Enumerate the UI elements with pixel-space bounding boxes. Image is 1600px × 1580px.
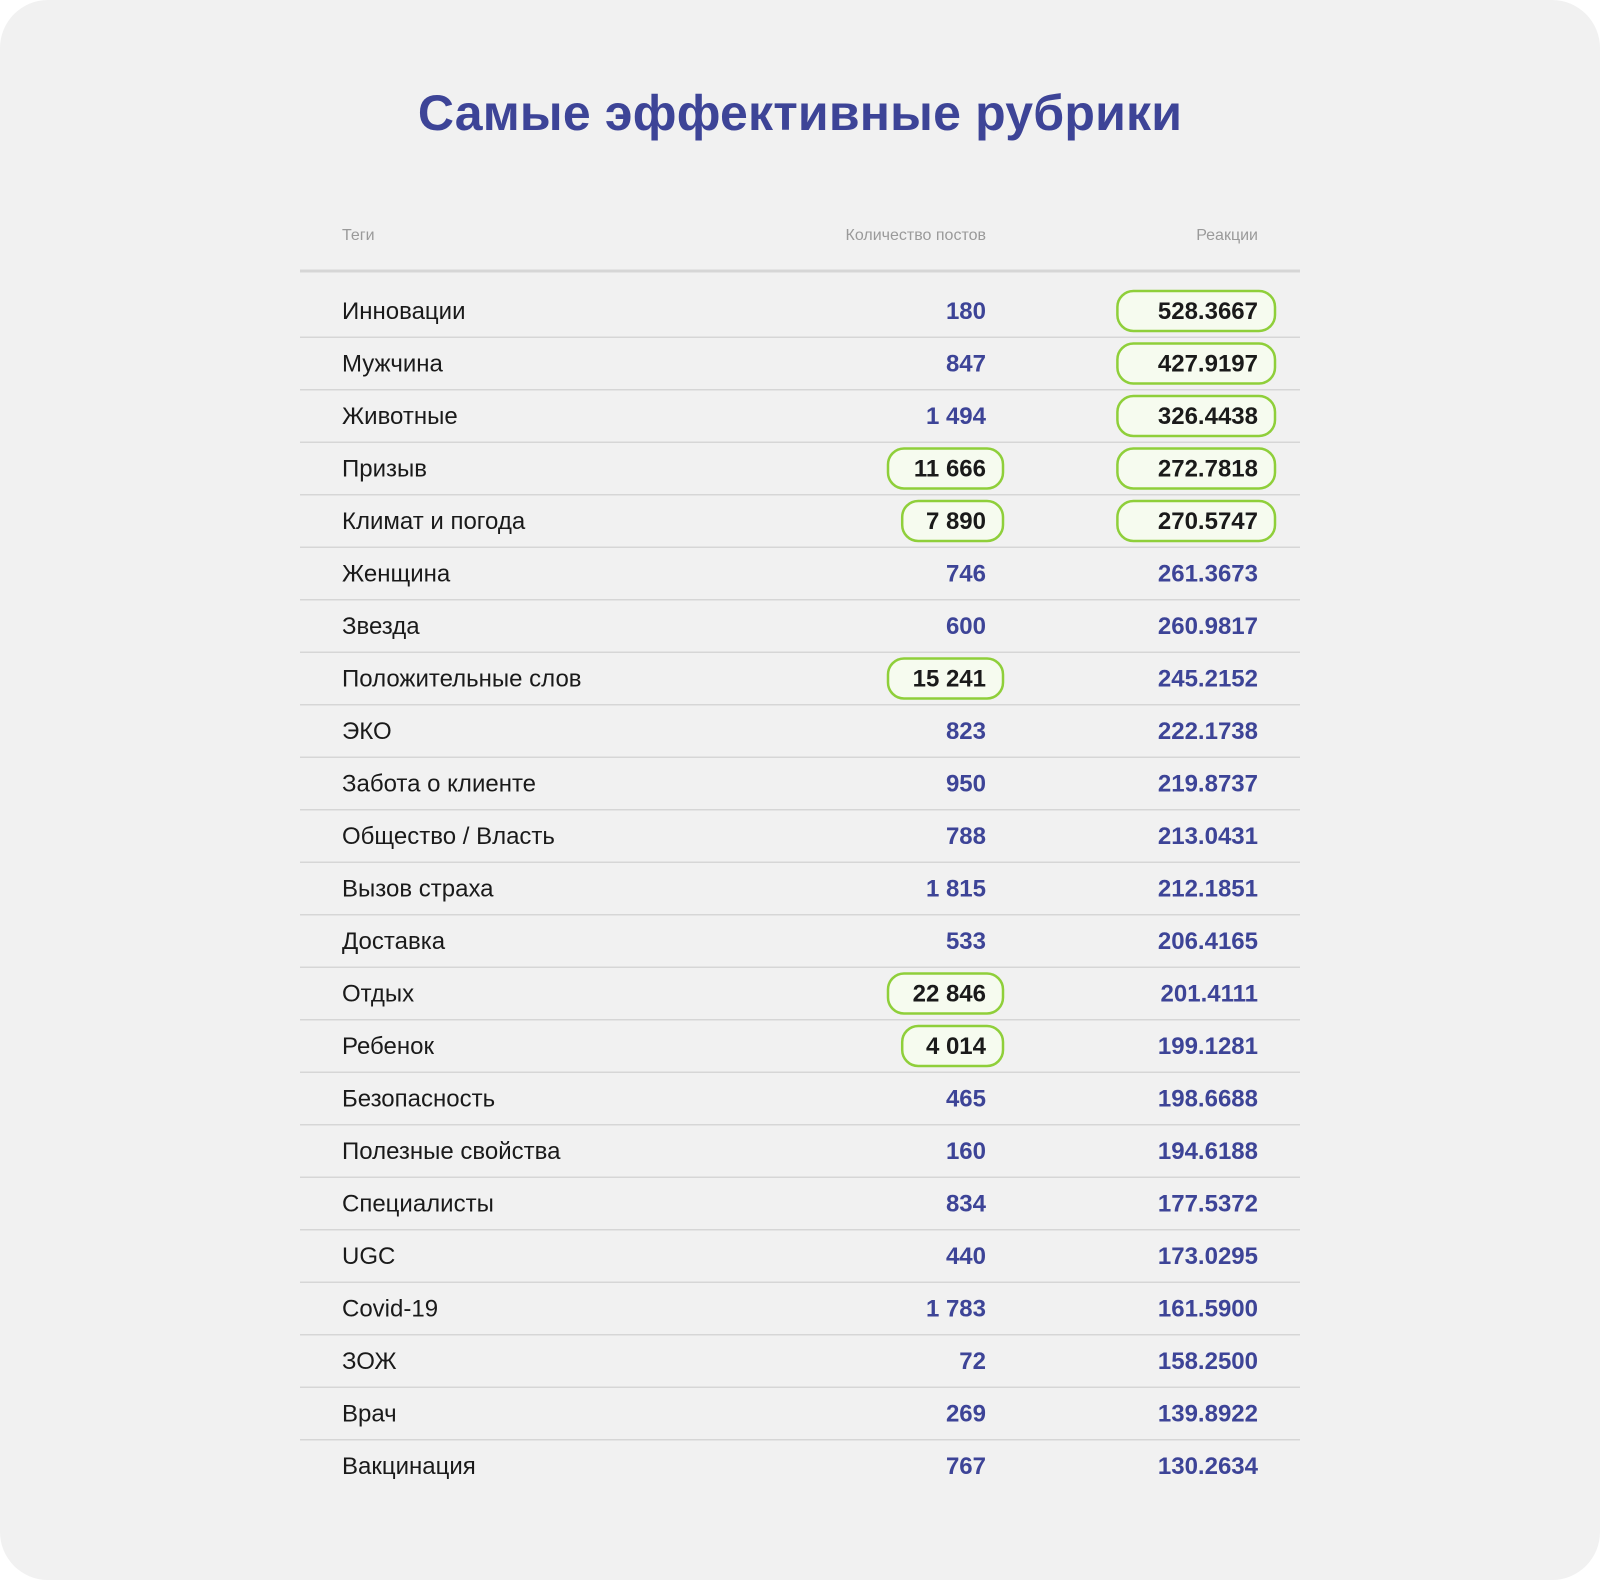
tag-label: Вызов страха xyxy=(342,875,494,903)
reactions-value: 198.6688 xyxy=(1157,1085,1258,1113)
reactions-value: 261.3673 xyxy=(1157,560,1258,588)
reactions-value: 270.5747 xyxy=(1157,508,1258,535)
posts-value: 440 xyxy=(945,1243,986,1270)
posts-value: 7 890 xyxy=(925,508,986,535)
reactions-value: 161.5900 xyxy=(1157,1295,1258,1323)
tag-label: Отдых xyxy=(342,980,415,1008)
reactions-value: 130.2634 xyxy=(1157,1453,1258,1480)
tag-label: Covid-19 xyxy=(342,1295,439,1323)
header-reactions: Реакции xyxy=(1196,227,1258,244)
tag-label: Забота о клиенте xyxy=(342,770,537,798)
posts-value: 600 xyxy=(945,613,986,640)
posts-value: 465 xyxy=(945,1085,986,1113)
reactions-value: 158.2500 xyxy=(1157,1348,1258,1375)
posts-value: 834 xyxy=(945,1190,986,1218)
reactions-value: 173.0295 xyxy=(1157,1243,1258,1270)
tag-label: Женщина xyxy=(342,560,451,588)
posts-value: 72 xyxy=(959,1348,986,1375)
tag-label: Полезные свойства xyxy=(342,1138,561,1165)
tag-label: Вакцинация xyxy=(342,1453,476,1480)
reactions-value: 194.6188 xyxy=(1157,1138,1258,1165)
tag-label: Мужчина xyxy=(342,350,443,378)
posts-value: 1 783 xyxy=(925,1295,986,1323)
posts-value: 767 xyxy=(945,1453,986,1480)
reactions-value: 199.1281 xyxy=(1157,1033,1258,1060)
reactions-value: 272.7818 xyxy=(1157,455,1258,483)
tag-label: Безопасность xyxy=(342,1085,496,1113)
posts-value: 160 xyxy=(945,1138,986,1165)
posts-value: 11 666 xyxy=(913,455,986,483)
tag-label: ЗОЖ xyxy=(342,1348,397,1375)
reactions-value: 177.5372 xyxy=(1157,1190,1258,1218)
posts-value: 269 xyxy=(945,1400,986,1428)
tag-label: UGC xyxy=(342,1243,396,1270)
posts-value: 533 xyxy=(945,928,986,955)
header-tags: Теги xyxy=(342,227,375,244)
reactions-value: 139.8922 xyxy=(1157,1400,1258,1428)
reactions-value: 212.1851 xyxy=(1157,875,1258,903)
page-title: Самые эффективные рубрики xyxy=(417,85,1183,141)
tag-label: Звезда xyxy=(342,613,420,640)
posts-value: 15 241 xyxy=(912,665,986,693)
reactions-value: 222.1738 xyxy=(1157,718,1258,745)
tag-label: Положительные слов xyxy=(342,665,582,693)
tag-label: Ребенок xyxy=(342,1033,434,1060)
posts-value: 180 xyxy=(945,298,986,325)
posts-value: 1 494 xyxy=(925,403,986,430)
posts-value: 823 xyxy=(945,718,986,745)
reactions-value: 427.9197 xyxy=(1157,350,1258,378)
posts-value: 847 xyxy=(945,350,986,378)
posts-value: 4 014 xyxy=(925,1033,986,1060)
reactions-value: 245.2152 xyxy=(1157,665,1258,693)
posts-value: 950 xyxy=(945,770,986,798)
posts-value: 22 846 xyxy=(912,980,986,1008)
tag-label: Климат и погода xyxy=(342,508,526,535)
reactions-value: 326.4438 xyxy=(1157,403,1258,430)
posts-value: 746 xyxy=(945,560,986,588)
reactions-value: 201.4111 xyxy=(1160,980,1258,1008)
tag-label: Доставка xyxy=(342,928,446,955)
reactions-value: 528.3667 xyxy=(1157,298,1258,325)
reactions-value: 206.4165 xyxy=(1157,928,1258,955)
header-posts: Количество постов xyxy=(845,227,986,244)
reactions-value: 219.8737 xyxy=(1157,770,1258,798)
posts-value: 1 815 xyxy=(925,875,986,903)
tag-label: Общество / Власть xyxy=(342,823,555,850)
tag-label: Специалисты xyxy=(342,1190,494,1218)
tag-label: Призыв xyxy=(342,455,428,483)
tag-label: ЭКО xyxy=(342,718,392,745)
tag-label: Врач xyxy=(342,1400,397,1428)
tag-label: Животные xyxy=(342,403,458,430)
tag-label: Инновации xyxy=(342,298,466,325)
posts-value: 788 xyxy=(945,823,986,850)
reactions-value: 260.9817 xyxy=(1157,613,1258,640)
reactions-value: 213.0431 xyxy=(1157,823,1258,850)
